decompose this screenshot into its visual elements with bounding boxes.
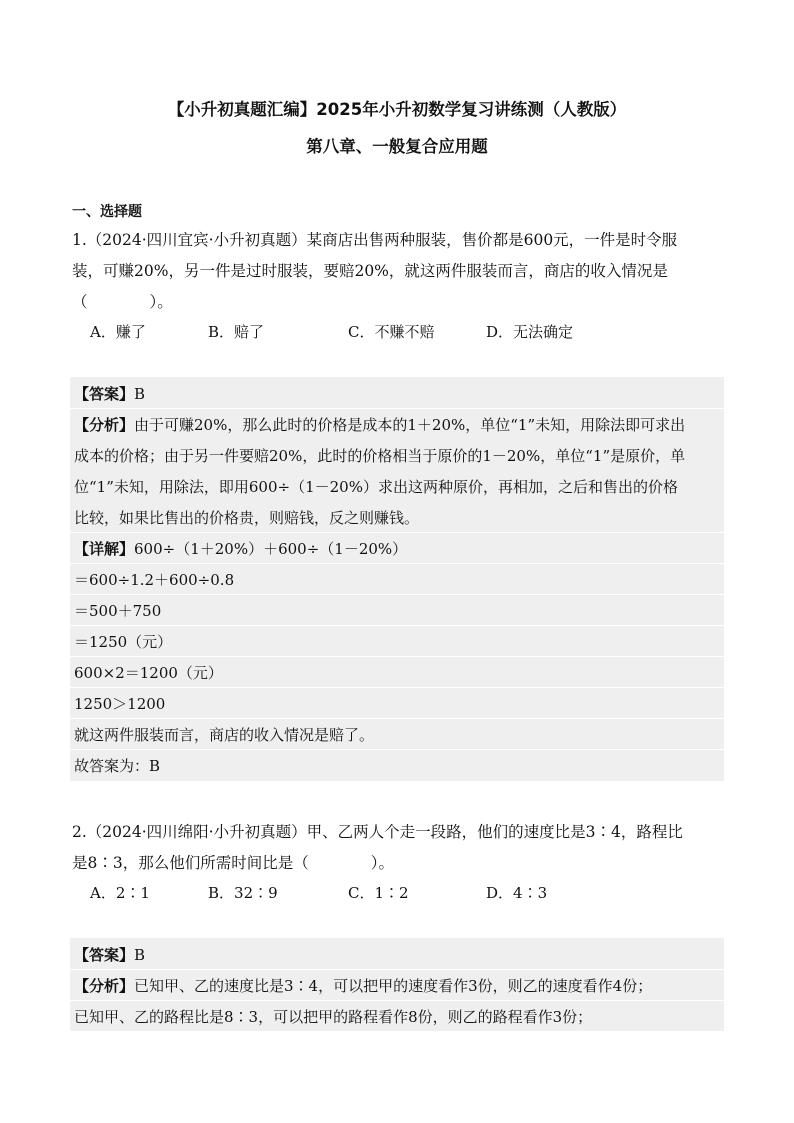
option-b[interactable]: B．32∶9 bbox=[208, 884, 278, 902]
analysis-label: 【分析】 bbox=[74, 416, 135, 434]
option-a[interactable]: A．2∶1 bbox=[90, 884, 150, 902]
answer-label: 【答案】 bbox=[74, 946, 135, 964]
question-text-line: 装，可赚20%，另一件是过时服装，要赔20%，就这两件服装而言，商店的收入情况是 bbox=[72, 262, 668, 280]
question-text-line: （ ）。 bbox=[72, 293, 173, 311]
analysis-text: 已知甲、乙的速度比是3∶4，可以把甲的速度看作3份，则乙的速度看作4份； bbox=[134, 977, 653, 995]
question-text-line: 2.（2024·四川绵阳·小升初真题）甲、乙两人个走一段路，他们的速度比是3∶4，路程比 bbox=[72, 823, 683, 841]
answer-line bbox=[74, 944, 145, 965]
solution-box-2 bbox=[70, 938, 724, 1031]
option-b[interactable]: B．赔了 bbox=[208, 323, 265, 341]
option-c[interactable]: C．1∶2 bbox=[348, 884, 409, 902]
answer-value: B bbox=[134, 385, 146, 403]
detail-line bbox=[74, 538, 407, 559]
detail-text: 600÷（1＋20%）＋600÷（1－20%） bbox=[134, 540, 408, 558]
analysis-text: 位“1”未知，用除法，即用600÷（1－20%）求出这两种原价，再相加，之后和售出的价格 bbox=[74, 478, 678, 496]
analysis-text: 由于可赚20%，那么此时的价格是成本的1＋20%，单位“1”未知，用除法即可求出 bbox=[134, 416, 686, 434]
solution-box-1 bbox=[70, 377, 724, 781]
chapter-title: 第八章、一般复合应用题 bbox=[306, 137, 488, 156]
section-heading: 一、选择题 bbox=[72, 204, 142, 220]
analysis-text: 已知甲、乙的路程比是8∶3，可以把甲的路程看作8份，则乙的路程看作3份； bbox=[74, 1008, 593, 1026]
analysis-line bbox=[74, 975, 652, 996]
question-text-line: 是8∶3，那么他们所需时间比是（ ）。 bbox=[72, 854, 394, 872]
option-a[interactable]: A．赚了 bbox=[90, 323, 146, 341]
analysis-label: 【分析】 bbox=[74, 977, 135, 995]
detail-text: 600×2＝1200（元） bbox=[74, 664, 223, 682]
detail-text: 故答案为：B bbox=[74, 757, 161, 775]
answer-value: B bbox=[134, 946, 146, 964]
answer-line bbox=[74, 383, 145, 404]
document-title: 【小升初真题汇编】2025年小升初数学复习讲练测（人教版） bbox=[167, 100, 627, 119]
detail-text: 就这两件服装而言，商店的收入情况是赔了。 bbox=[74, 726, 375, 744]
detail-text: ＝500＋750 bbox=[74, 602, 162, 620]
detail-text: 1250＞1200 bbox=[74, 695, 166, 713]
analysis-text: 成本的价格；由于另一件要赔20%，此时的价格相当于原价的1－20%，单位“1”是原价，单 bbox=[74, 447, 686, 465]
option-c[interactable]: C．不赚不赔 bbox=[348, 323, 435, 341]
detail-text: ＝600÷1.2＋600÷0.8 bbox=[74, 571, 235, 589]
question-text-line: 1.（2024·四川宜宾·小升初真题）某商店出售两种服装，售价都是600元，一件是时令服 bbox=[72, 231, 678, 249]
analysis-text: 比较，如果比售出的价格贵，则赔钱，反之则赚钱。 bbox=[74, 509, 420, 527]
detail-text: ＝1250（元） bbox=[74, 633, 173, 651]
option-d[interactable]: D．无法确定 bbox=[486, 323, 574, 341]
detail-label: 【详解】 bbox=[74, 540, 135, 558]
option-d[interactable]: D．4∶3 bbox=[486, 884, 548, 902]
answer-label: 【答案】 bbox=[74, 385, 135, 403]
analysis-line bbox=[74, 414, 685, 435]
